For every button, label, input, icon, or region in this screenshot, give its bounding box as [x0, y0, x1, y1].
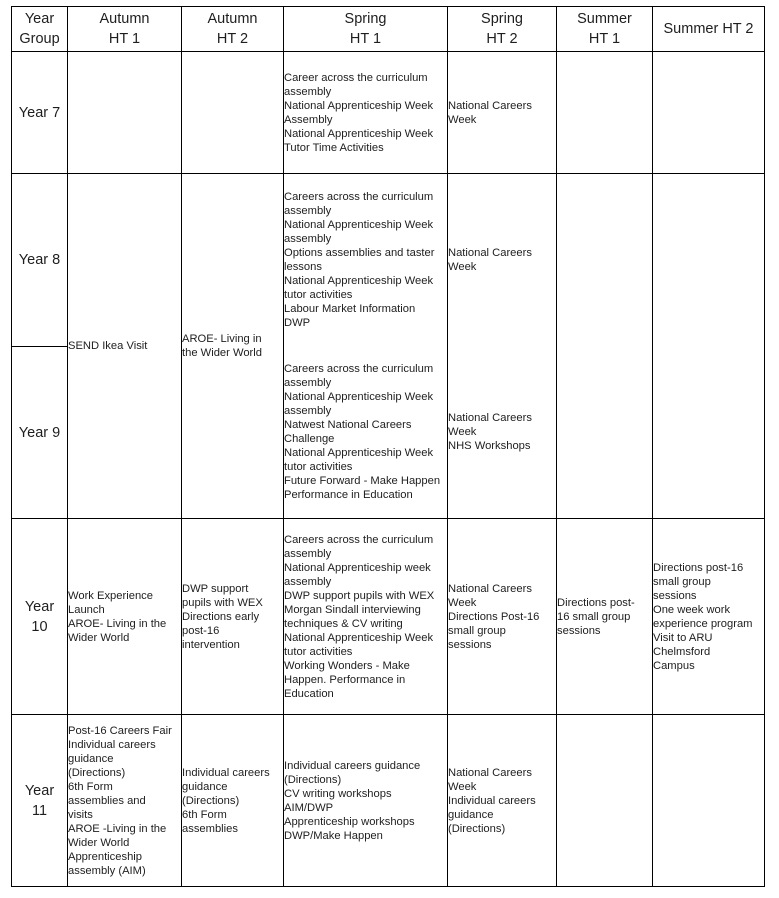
table-row-year-10 [12, 519, 765, 715]
cell-y10-spring-ht1: Careers across the curriculum assembly National Apprenticeship week assembly DWP support pupils with WEX Morgan Sindall interviewing techniques & CV writing National Apprenticeship Week tutor activities Working Wonders - Make Happen. Performance in Education [284, 519, 448, 715]
year-label: Year 7 [12, 52, 68, 174]
cell-y10-spring-ht2: National Careers Week Directions Post-16 small group sessions [448, 519, 557, 715]
cell-y9-spring-ht1: Careers across the curriculum assembly National Apprenticeship Week assembly Natwest National Careers Challenge National Apprenticeship Week tutor activities Future Forward - Make Happen Performance in Education [284, 347, 448, 519]
cell-y11-summer-ht1 [557, 715, 653, 887]
cell-y7-autumn-ht1 [68, 52, 182, 174]
cell-y8-spring-ht2: National Careers Week [448, 174, 557, 347]
table-row-year-8 [12, 174, 765, 347]
header-summer-ht1: Summer HT 1 [557, 7, 653, 52]
cell-y10-autumn-ht2: DWP support pupils with WEX Directions early post-16 intervention [182, 519, 284, 715]
year-label: Year 8 [12, 174, 68, 347]
header-autumn-ht2: Autumn HT 2 [182, 7, 284, 52]
header-autumn-ht1: Autumn HT 1 [68, 7, 182, 52]
cell-y11-spring-ht1: Individual careers guidance (Directions) CV writing workshops AIM/DWP Apprenticeship workshops DWP/Make Happen [284, 715, 448, 887]
header-spring-ht2: Spring HT 2 [448, 7, 557, 52]
cell-y7-summer-ht1 [557, 52, 653, 174]
table-row-year-11 [12, 715, 765, 887]
cell-y7-spring-ht1: Career across the curriculum assembly National Apprenticeship Week Assembly National Apprenticeship Week Tutor Time Activities [284, 52, 448, 174]
cell-y7-summer-ht2 [653, 52, 765, 174]
cell-y10-summer-ht2: Directions post-16 small group sessions One week work experience program Visit to ARU Chelmsford Campus [653, 519, 765, 715]
header-summer-ht2: Summer HT 2 [653, 7, 765, 52]
cell-y7-autumn-ht2 [182, 52, 284, 174]
header-year-group: Year Group [12, 7, 68, 52]
cell-y7-spring-ht2: National Careers Week [448, 52, 557, 174]
cell-y8-y9-autumn-ht1: SEND Ikea Visit [68, 174, 182, 519]
header-row [12, 7, 765, 52]
year-label: Year 10 [12, 519, 68, 715]
cell-y9-spring-ht2: National Careers Week NHS Workshops [448, 347, 557, 519]
cell-y8-y9-summer-ht2 [653, 174, 765, 519]
header-spring-ht1: Spring HT 1 [284, 7, 448, 52]
cell-y8-y9-autumn-ht2: AROE- Living in the Wider World [182, 174, 284, 519]
cell-y8-spring-ht1: Careers across the curriculum assembly National Apprenticeship Week assembly Options assemblies and taster lessons National Apprenticeship Week tutor activities Labour Market Information DWP [284, 174, 448, 347]
cell-y10-autumn-ht1: Work Experience Launch AROE- Living in the Wider World [68, 519, 182, 715]
careers-programme-table [11, 6, 765, 887]
cell-y11-summer-ht2 [653, 715, 765, 887]
cell-y11-spring-ht2: National Careers Week Individual careers guidance (Directions) [448, 715, 557, 887]
cell-y11-autumn-ht2: Individual careers guidance (Directions) 6th Form assemblies [182, 715, 284, 887]
cell-y11-autumn-ht1: Post-16 Careers Fair Individual careers guidance (Directions) 6th Form assemblies and visits AROE -Living in the Wider World Apprenticeship assembly (AIM) [68, 715, 182, 887]
cell-y10-summer-ht1: Directions post- 16 small group sessions [557, 519, 653, 715]
year-label: Year 9 [12, 347, 68, 519]
table-row-year-7 [12, 52, 765, 174]
year-label: Year 11 [12, 715, 68, 887]
cell-y8-y9-summer-ht1 [557, 174, 653, 519]
